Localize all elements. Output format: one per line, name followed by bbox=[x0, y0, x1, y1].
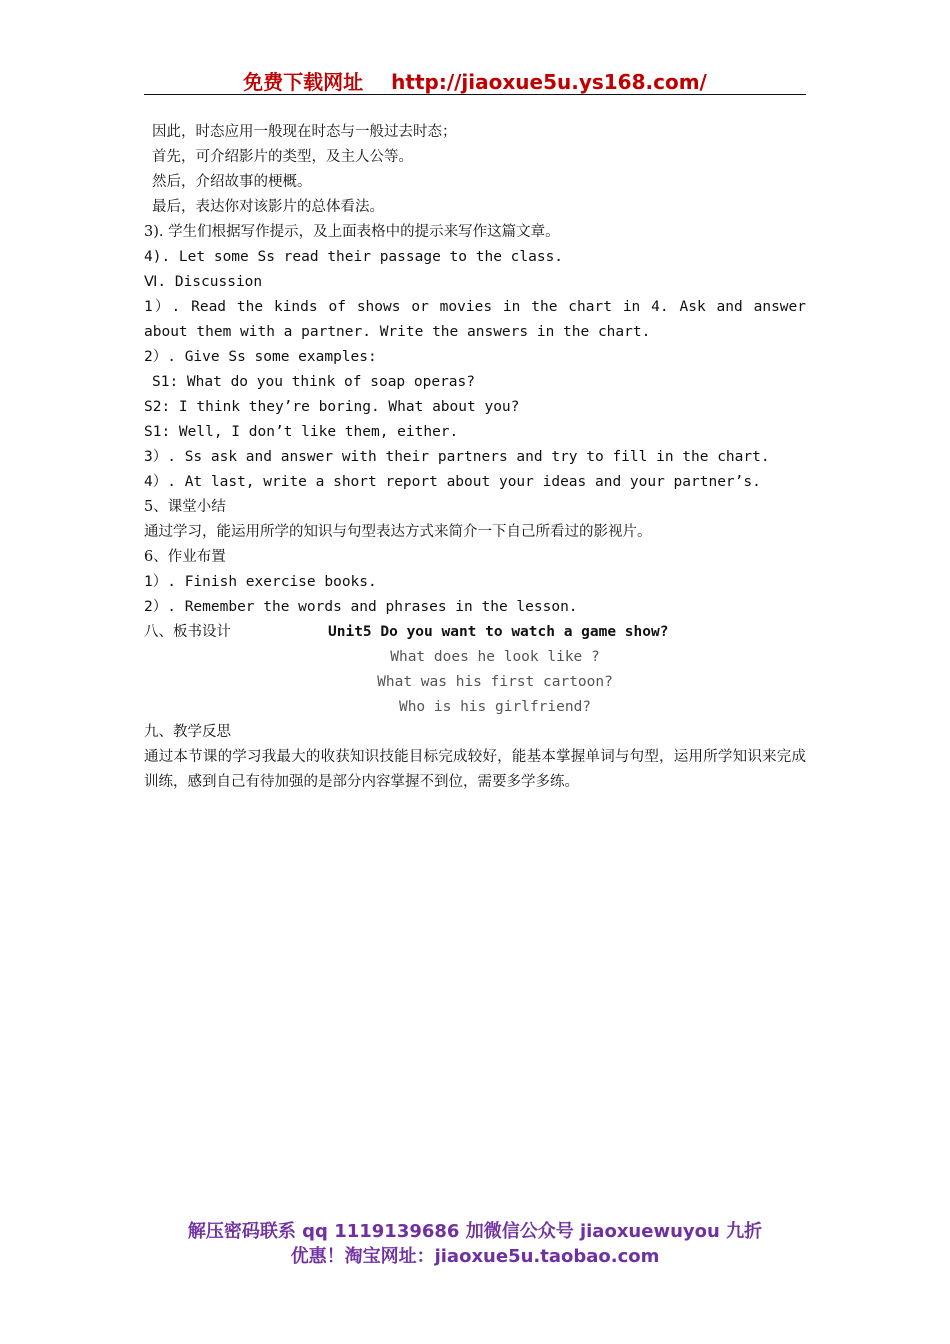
text-line: 通过学习，能运用所学的知识与句型表达方式来简介一下自己所看过的影视片。 bbox=[144, 524, 652, 540]
text-line: 3）. Ss ask and answer with their partners and try to fill in the chart. bbox=[144, 449, 770, 465]
board-question: What does he look like ? bbox=[390, 649, 600, 665]
text-line: 首先，可介绍影片的类型，及主人公等。 bbox=[152, 149, 413, 165]
document-body bbox=[144, 120, 806, 795]
footer-line: 优惠！淘宝网址：jiaoxue5u.taobao.com bbox=[290, 1246, 660, 1267]
section-heading: 九、教学反思 bbox=[144, 724, 231, 740]
header-url-link[interactable]: http://jiaoxue5u.ys168.com/ bbox=[391, 70, 707, 94]
text-line: 2）. Remember the words and phrases in the lesson. bbox=[144, 599, 578, 615]
board-question: Who is his girlfriend? bbox=[398, 699, 592, 715]
text-line: 最后，表达你对该影片的总体看法。 bbox=[152, 199, 384, 215]
dialogue-line: S1: Well, I don’t like them, either. bbox=[144, 424, 459, 440]
footer-banner bbox=[144, 1219, 806, 1269]
text-line: 3). 学生们根据写作提示，及上面表格中的提示来写作这篇文章。 bbox=[144, 224, 560, 240]
text-line: 4）. At last, write a short report about your ideas and your partner’s. bbox=[144, 474, 761, 490]
text-paragraph: 1）. Read the kinds of shows or movies in the chart in 4. Ask and answer about them with a partner. Write the answers in the chart. bbox=[144, 299, 806, 340]
reflection-paragraph: 通过本节课的学习我最大的收获知识技能目标完成较好，能基本掌握单词与句型，运用所学知识来完成训练，感到自己有待加强的是部分内容掌握不到位，需要多学多练。 bbox=[144, 749, 806, 790]
text-line: 2）. Give Ss some examples: bbox=[144, 349, 377, 365]
header-banner bbox=[144, 66, 806, 95]
dialogue-line: S2: I think they’re boring. What about you? bbox=[144, 399, 520, 415]
section-heading: 5、课堂小结 bbox=[144, 499, 226, 515]
board-question: What was his first cartoon? bbox=[377, 674, 613, 690]
text-line: 因此，时态应用一般现在时态与一般过去时态； bbox=[152, 124, 457, 140]
footer-line: 解压密码联系 qq 1119139686 加微信公众号 jiaoxuewuyou 九折 bbox=[187, 1221, 763, 1242]
dialogue-line: S1: What do you think of soap operas? bbox=[152, 374, 476, 390]
text-line: 4). Let some Ss read their passage to the class. bbox=[144, 249, 564, 265]
board-design-row bbox=[144, 620, 806, 645]
board-label: 八、板书设计 bbox=[144, 624, 231, 640]
text-line: 1）. Finish exercise books. bbox=[144, 574, 377, 590]
section-heading: 6、作业布置 bbox=[144, 549, 226, 565]
board-title: Unit5 Do you want to watch a game show? bbox=[328, 624, 669, 640]
text-line: 然后，介绍故事的梗概。 bbox=[152, 174, 312, 190]
header-divider bbox=[144, 94, 806, 95]
header-label: 免费下载网址 bbox=[243, 70, 364, 94]
section-heading: Ⅵ. Discussion bbox=[144, 274, 263, 290]
